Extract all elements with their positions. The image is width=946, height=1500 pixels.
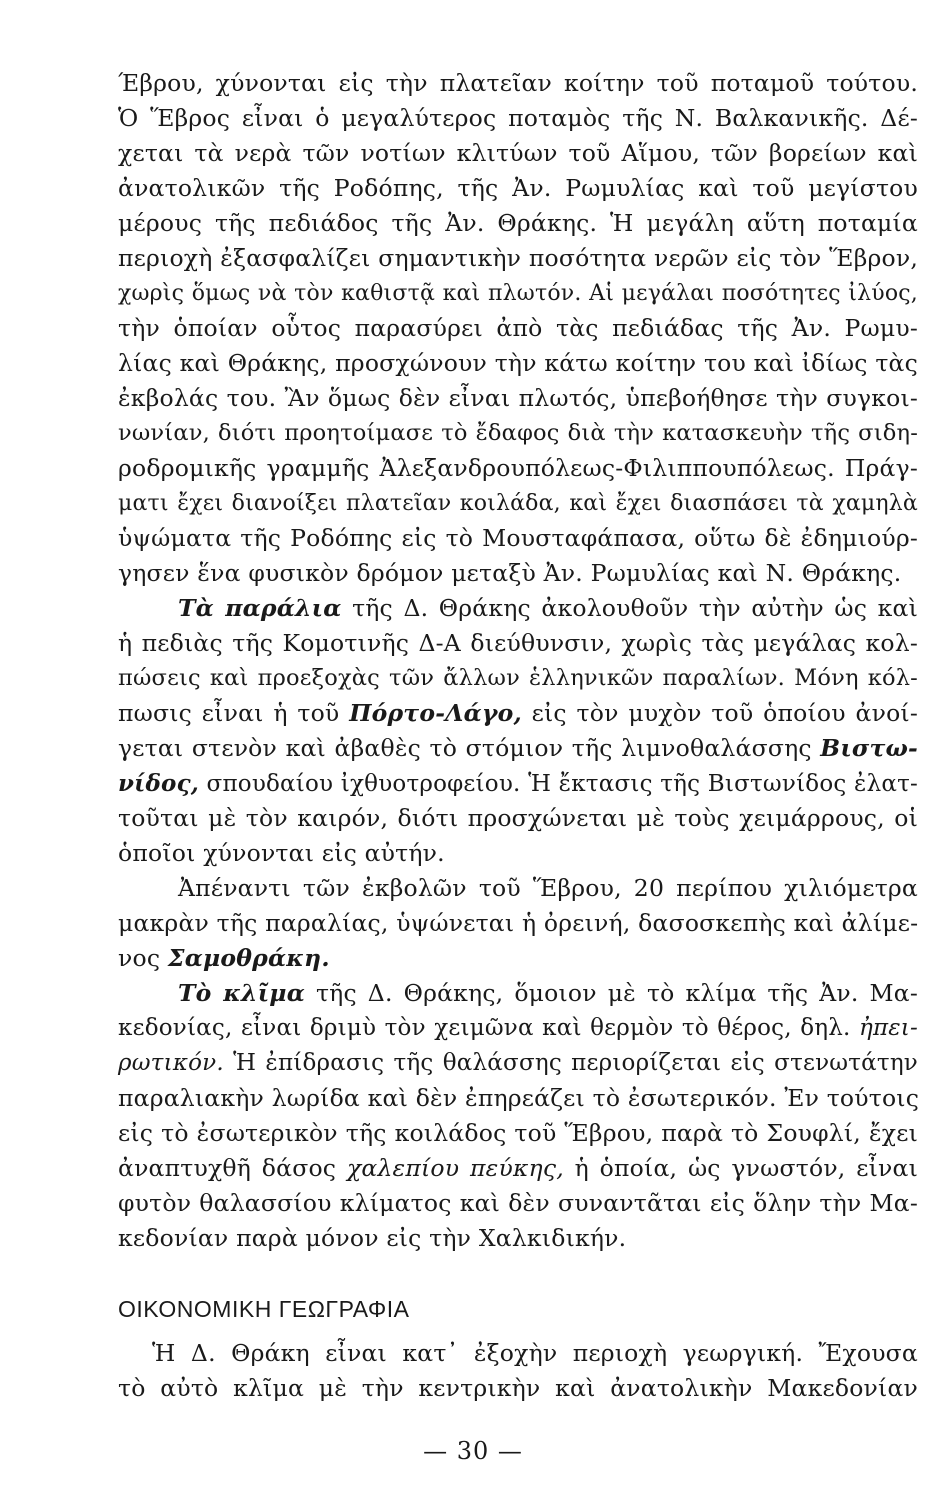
body-text <box>118 66 918 1256</box>
text-line: Ἡ Δ. Θράκη εἶναι κατ᾽ ἐξοχὴν περιοχὴ γεωργική. Ἔχουσα <box>152 1339 918 1367</box>
text-line <box>118 591 918 626</box>
text-line <box>118 1151 918 1186</box>
text-line: χεται τὰ νερὰ τῶν νοτίων κλιτύων τοῦ Αἵμου, τῶν βορείων καὶ <box>118 139 918 167</box>
inline-text: ἡ ὁποία, ὡς γνωστόν, εἶναι <box>563 1154 918 1182</box>
text-line: ὁποῖοι χύνονται εἰς αὐτήν. <box>118 839 445 867</box>
text-line <box>118 941 918 976</box>
text-line: ἡ πεδιὰς τῆς Κομοτινῆς Δ-Α διεύθυνσιν, χωρὶς τὰς μεγάλας κολ- <box>118 629 918 657</box>
text-line <box>118 696 918 731</box>
bold-term: Σαμοθράκη. <box>167 944 330 972</box>
inline-text: τῆς Δ. Θράκης, ὅμοιον μὲ τὸ κλίμα τῆς Ἀν. Μα- <box>305 979 918 1007</box>
page-number: — 30 — <box>423 1437 523 1465</box>
text-line: περιοχὴ ἐξασφαλίζει σημαντικὴν ποσότητα νερῶν εἰς τὸν Ἕβρον, <box>118 244 918 272</box>
text-line: εἰς τὸ ἐσωτερικὸν τῆς κοιλάδος τοῦ Ἕβρου, παρὰ τὸ Σουφλί, ἔχει <box>118 1119 918 1147</box>
italic-term: ρωτικόν. <box>118 1050 224 1076</box>
text-line: ἐκβολάς του. Ἂν ὅμως δὲν εἶναι πλωτός, ὑπεβοήθησε τὴν συγκοι- <box>118 384 918 412</box>
inline-text: Ἡ ἐπίδρασις τῆς θαλάσσης περιορίζεται εἰς στενωτάτην <box>223 1050 918 1076</box>
bold-term: Τὰ παράλια <box>178 594 342 622</box>
inline-text: νος <box>118 944 168 972</box>
text-line: Ὁ Ἕβρος εἶναι ὁ μεγαλύτερος ποταμὸς τῆς Ν. Βαλκανικῆς. Δέ- <box>118 104 918 132</box>
text-line: ὑψώματα τῆς Ροδόπης εἰς τὸ Μουσταφάπασα, οὕτω δὲ ἐδημιούρ- <box>118 524 918 552</box>
text-line: τοῦται μὲ τὸν καιρόν, διότι προσχώνεται μὲ τοὺς χειμάρρους, οἱ <box>118 804 918 832</box>
inline-text: τῆς Δ. Θράκης ἀκολουθοῦν τὴν αὐτὴν ὡς καὶ <box>341 594 918 622</box>
text-line: λίας καὶ Θράκης, προσχώνουν τὴν κάτω κοίτην του καὶ ἰδίως τὰς <box>118 349 918 377</box>
bold-term: νίδος, <box>118 770 199 797</box>
inline-text: ἀναπτυχθῆ δάσος <box>118 1154 347 1182</box>
text-line <box>118 976 918 1011</box>
text-line: Ἀπέναντι τῶν ἐκβολῶν τοῦ Ἕβρου, 20 περίπου χιλιόμετρα <box>178 874 918 902</box>
bold-term: Βιστω- <box>820 734 918 762</box>
text-line: γησεν ἕνα φυσικὸν δρόμον μεταξὺ Ἀν. Ρωμυλίας καὶ Ν. Θράκης. <box>118 559 902 587</box>
section-heading: ΟΙΚΟΝΟΜΙΚΗ ΓΕΩΓΡΑΦΙΑ <box>118 1296 410 1322</box>
inline-text: σπουδαίου ἰχθυοτροφείου. Ἡ ἔκτασις τῆς Βιστωνίδος ἐλατ- <box>198 771 918 797</box>
text-line <box>118 766 918 801</box>
bold-term: Πόρτο-Λάγο, <box>349 699 522 727</box>
body-text-lower <box>118 1336 918 1406</box>
text-line: μέρους τῆς πεδιάδος τῆς Ἀν. Θράκης. Ἡ μεγάλη αὕτη ποταμία <box>118 209 918 237</box>
text-line <box>118 731 918 766</box>
inline-text: κεδονίας, εἶναι δριμὺ τὸν χειμῶνα καὶ θερμὸν τὸ θέρος, δηλ. <box>118 1015 859 1041</box>
bold-term: Τὸ κλῖμα <box>178 979 305 1007</box>
text-line: τὸ αὐτὸ κλῖμα μὲ τὴν κεντρικὴν καὶ ἀνατολικὴν Μακεδονίαν <box>118 1374 918 1402</box>
text-line: κεδονίαν παρὰ μόνον εἰς τὴν Χαλκιδικήν. <box>118 1224 627 1252</box>
inline-text: πωσις εἶναι ἡ τοῦ <box>118 699 350 727</box>
text-line: μακρὰν τῆς παραλίας, ὑψώνεται ἡ ὀρεινή, δασοσκεπὴς καὶ ἀλίμε- <box>118 909 919 937</box>
text-line: χωρὶς ὅμως νὰ τὸν καθιστᾷ καὶ πλωτόν. Αἱ μεγάλαι ποσότητες ἰλύος, <box>118 281 918 306</box>
italic-term: χαλεπίου πεύκης, <box>346 1154 564 1182</box>
text-line: παραλιακὴν λωρίδα καὶ δὲν ἐπηρεάζει τὸ ἐσωτερικόν. Ἐν τούτοις <box>118 1084 920 1112</box>
text-line <box>118 1046 918 1081</box>
text-line: ροδρομικῆς γραμμῆς Ἀλεξανδρουπόλεως-Φιλιππουπόλεως. Πράγ- <box>118 454 918 482</box>
text-line <box>118 1011 918 1046</box>
italic-term: ἠπει- <box>858 1015 918 1041</box>
text-line: πώσεις καὶ προεξοχὰς τῶν ἄλλων ἑλληνικῶν παραλίων. Μόνη κόλ- <box>118 665 918 691</box>
text-line: τὴν ὁποίαν οὗτος παρασύρει ἀπὸ τὰς πεδιάδας τῆς Ἀν. Ρωμυ- <box>118 314 918 342</box>
text-line: ἀνατολικῶν τῆς Ροδόπης, τῆς Ἀν. Ρωμυλίας καὶ τοῦ μεγίστου <box>118 174 918 202</box>
inline-text: εἰς τὸν μυχὸν τοῦ ὁποίου ἀνοί- <box>521 699 918 727</box>
text-line: νωνίαν, διότι προητοίμασε τὸ ἔδαφος διὰ τὴν κατασκευὴν τῆς σιδη- <box>118 420 918 446</box>
text-line: ματι ἔχει διανοίξει πλατεῖαν κοιλάδα, καὶ ἔχει διασπάσει τὰ χαμηλὰ <box>118 491 918 516</box>
inline-text: γεται στενὸν καὶ ἀβαθὲς τὸ στόμιον τῆς λιμνοθαλάσσης <box>118 734 821 762</box>
text-line: φυτὸν θαλασσίου κλίματος καὶ δὲν συναντᾶται εἰς ὅλην τὴν Μα- <box>118 1189 918 1217</box>
text-line: Έβρου, χύνονται εἰς τὴν πλατεῖαν κοίτην τοῦ ποταμοῦ τούτου. <box>118 69 918 97</box>
